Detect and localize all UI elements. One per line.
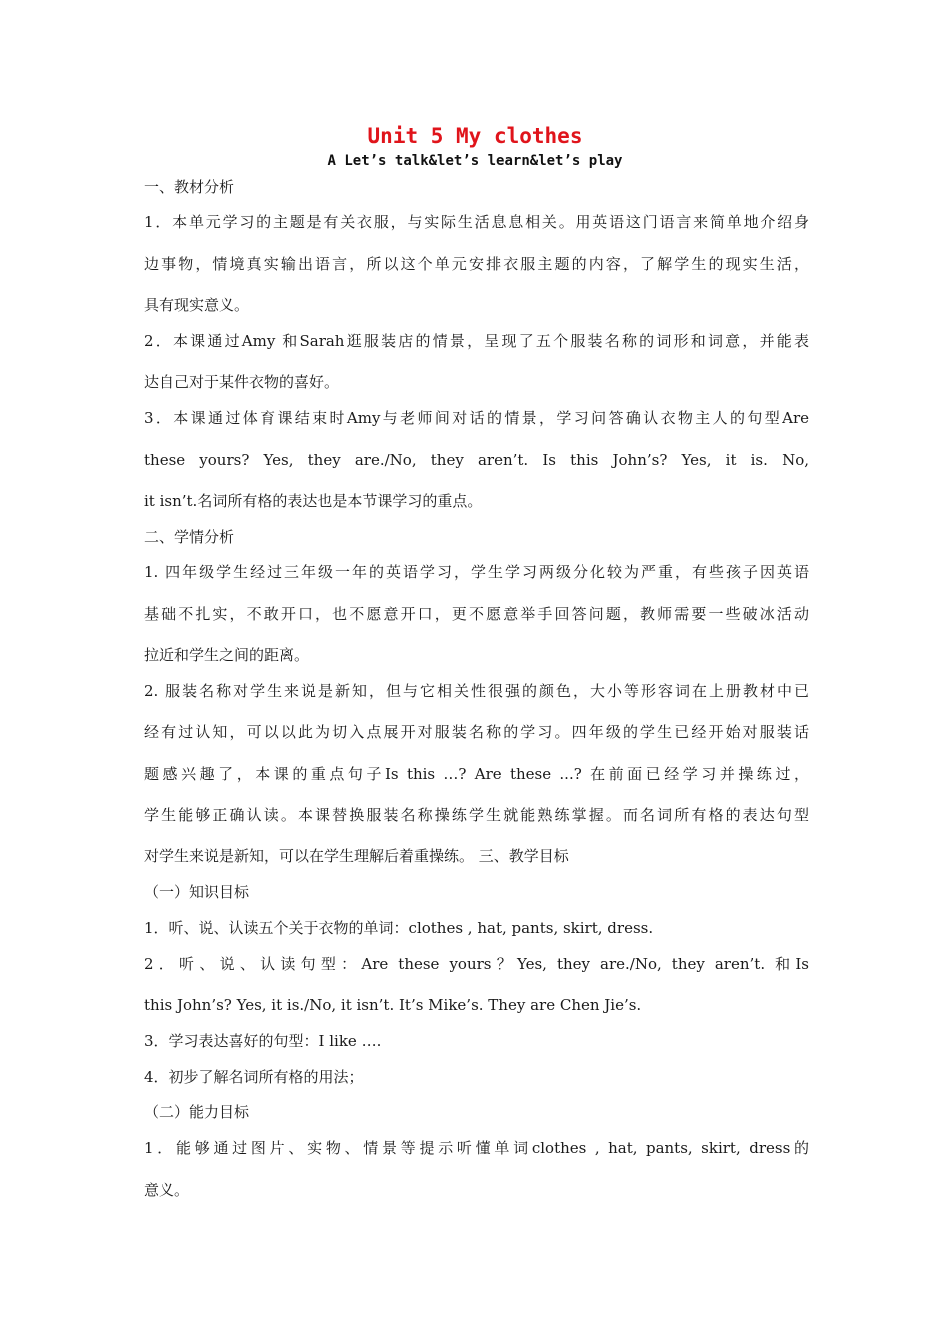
subsection-heading-knowledge-goals: （一）知识目标: [144, 883, 250, 901]
paragraph-line: 边事物，情境真实输出语言，所以这个单元安排衣服主题的内容，了解学生的现实生活，: [144, 255, 809, 273]
paragraph-line: 具有现实意义。: [144, 296, 250, 314]
paragraph-line: 1. 四年级学生经过三年级一年的英语学习，学生学习两级分化较为严重，有些孩子因英语: [144, 563, 809, 581]
paragraph-line: 2．本课通过Amy 和Sarah逛服装店的情景，呈现了五个服装名称的词形和词意，并能表: [144, 332, 809, 350]
paragraph-line: 基础不扎实，不敢开口，也不愿意开口，更不愿意举手回答问题，教师需要一些破冰活动: [144, 605, 809, 623]
paragraph-line: these yours? Yes, they are./No, they aren’t. Is this John’s? Yes, it is. No,: [144, 451, 809, 469]
section-heading-student-analysis: 二、学情分析: [144, 528, 235, 546]
paragraph-line: 2. 服装名称对学生来说是新知，但与它相关性很强的颜色，大小等形容词在上册教材中已: [144, 682, 809, 700]
paragraph-line: 3．学习表达喜好的句型：I like ….: [144, 1032, 382, 1050]
paragraph-line: 经有过认知，可以以此为切入点展开对服装名称的学习。四年级的学生已经开始对服装话: [144, 723, 809, 741]
paragraph-line: 4．初步了解名词所有格的用法；: [144, 1068, 364, 1086]
paragraph-line: 3．本课通过体育课结束时Amy与老师间对话的情景，学习问答确认衣物主人的句型Are: [144, 409, 809, 427]
paragraph-line: 1．本单元学习的主题是有关衣服，与实际生活息息相关。用英语这门语言来简单地介绍身: [144, 213, 809, 231]
paragraph-line: 1．能够通过图片、实物、情景等提示听懂单词clothes , hat, pants, skirt, dress的: [144, 1139, 809, 1157]
section-heading-textbook-analysis: 一、教材分析: [144, 178, 235, 196]
paragraph-line: 对学生来说是新知，可以在学生理解后着重操练。 三、教学目标: [144, 847, 569, 865]
subsection-heading-ability-goals: （二）能力目标: [144, 1103, 250, 1121]
paragraph-line: 2．听、说、认读句型：Are these yours？Yes, they are./No, they aren’t. 和Is: [144, 955, 809, 973]
paragraph-line: 1．听、说、认读五个关于衣物的单词：clothes , hat, pants, skirt, dress.: [144, 919, 654, 937]
document-title: Unit 5 My clothes: [367, 124, 583, 148]
paragraph-line: this John’s? Yes, it is./No, it isn’t. It’s Mike’s. They are Chen Jie’s.: [144, 996, 642, 1014]
document-subtitle: A Let’s talk&let’s learn&let’s play: [327, 153, 623, 169]
paragraph-line: 学生能够正确认读。本课替换服装名称操练学生就能熟练掌握。而名词所有格的表达句型: [144, 806, 809, 824]
paragraph-line: 达自己对于某件衣物的喜好。: [144, 373, 340, 391]
paragraph-line: 拉近和学生之间的距离。: [144, 646, 310, 664]
paragraph-line: 意义。: [144, 1181, 190, 1199]
paragraph-line: it isn’t.名词所有格的表达也是本节课学习的重点。: [144, 492, 483, 510]
paragraph-line: 题感兴趣了，本课的重点句子Is this …? Are these ...? 在前面已经学习并操练过，: [144, 765, 809, 783]
